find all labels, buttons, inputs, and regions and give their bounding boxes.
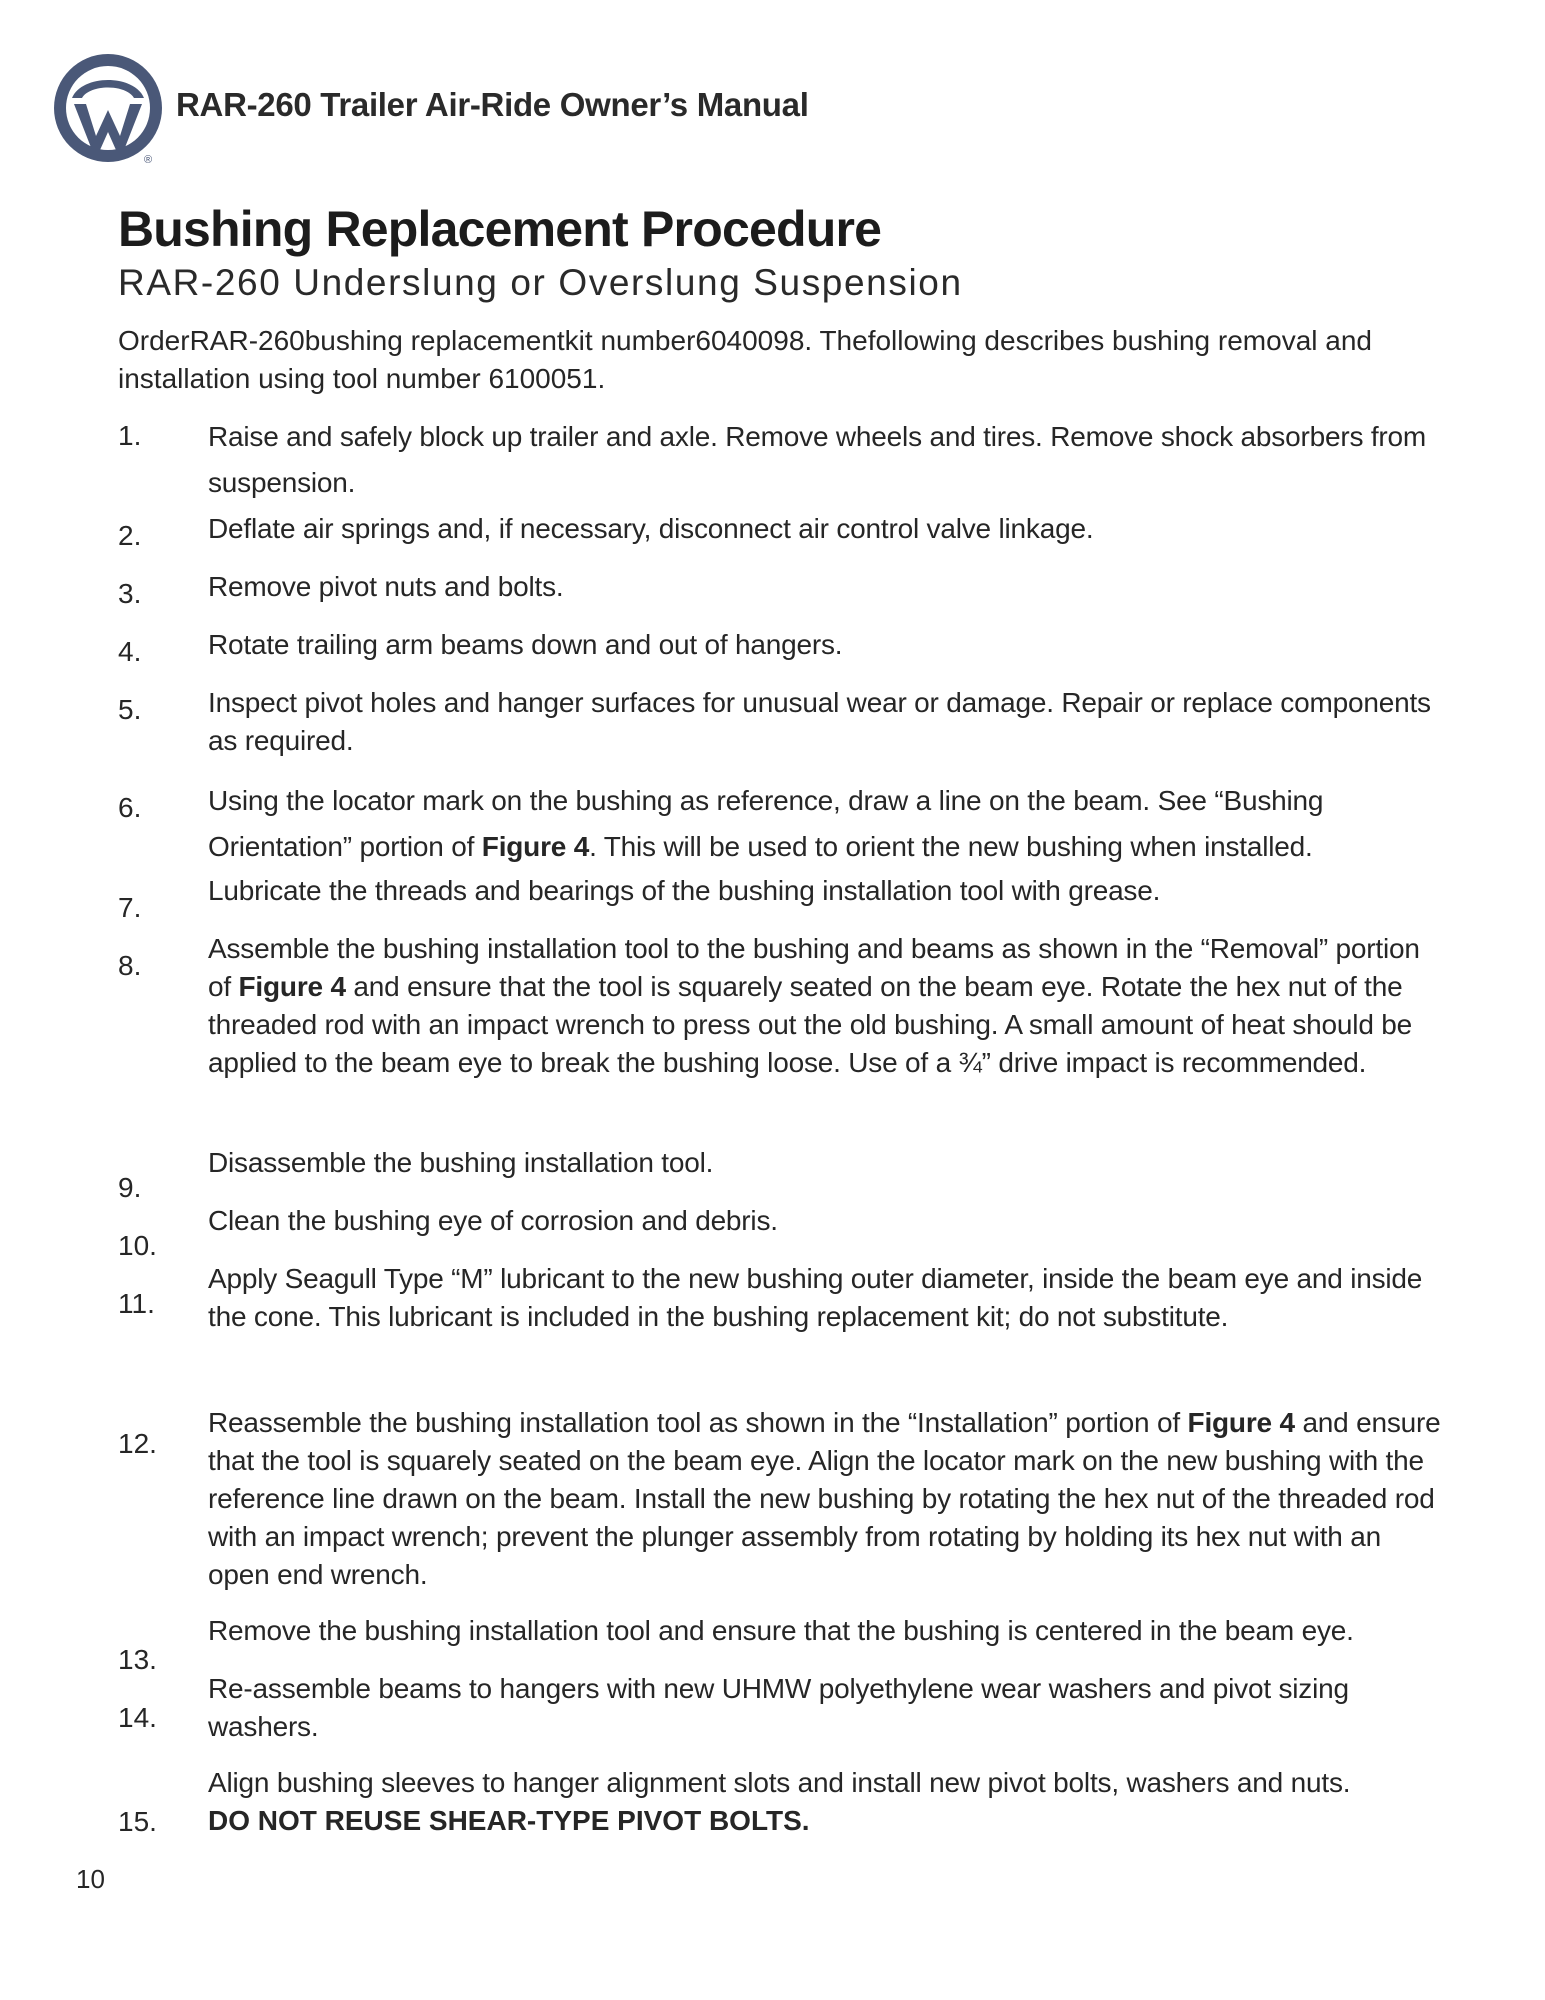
step-text: Lubricate the threads and bearings of the bushing installation tool with grease. xyxy=(208,875,1161,906)
step-text: Inspect pivot holes and hanger surfaces for unusual wear or damage. Repair or replace components as required. xyxy=(208,687,1431,756)
step-text-part: Reassemble the bushing installation tool as shown in the “Installation” portion of xyxy=(208,1407,1188,1438)
step-text xyxy=(208,1764,1448,1840)
step-number: 12. xyxy=(118,1428,157,1459)
step-text: Raise and safely block up trailer and axle. Remove wheels and tires. Remove shock absorbers from suspension. xyxy=(208,421,1427,498)
step-text-part: Using the locator mark on the bushing as reference, draw a line on the beam. See “Bushing Orientation” portion of xyxy=(208,785,1324,862)
step-text: Clean the bushing eye of corrosion and debris. xyxy=(208,1205,778,1236)
step-number: 14. xyxy=(118,1702,157,1733)
step-number: 5. xyxy=(118,694,142,725)
step-text xyxy=(208,930,1448,1082)
intro-paragraph: OrderRAR-260bushing replacementkit number6040098. Thefollowing describes bushing removal and installation using tool number 6100051. xyxy=(118,325,1372,394)
step-text-part: Align bushing sleeves to hanger alignment slots and install new pivot bolts, washers and nuts. xyxy=(208,1767,1351,1798)
step-text: Deflate air springs and, if necessary, disconnect air control valve linkage. xyxy=(208,513,1094,544)
step-text xyxy=(208,778,1448,870)
step-number: 13. xyxy=(118,1644,157,1675)
step-text: Rotate trailing arm beams down and out of hangers. xyxy=(208,629,843,660)
warning-text: DO NOT REUSE SHEAR-TYPE PIVOT BOLTS. xyxy=(208,1805,810,1836)
header-title: RAR-260 Trailer Air-Ride Owner’s Manual xyxy=(176,86,809,123)
step-number: 9. xyxy=(118,1172,142,1203)
step-number: 6. xyxy=(118,792,142,823)
figure-reference: Figure 4 xyxy=(1187,1407,1295,1438)
step-text xyxy=(208,1404,1448,1594)
step-number: 11. xyxy=(118,1288,155,1319)
step-text-part: and ensure that the tool is squarely seated on the beam eye. Rotate the hex nut of the threaded rod with an impact wrench to press out the old bushing. A small amount of heat should be applied to the beam eye to break the bushing loose. Use of a ¾” drive impact is recommended. xyxy=(208,971,1413,1078)
figure-reference: Figure 4 xyxy=(481,831,590,862)
step-number: 10. xyxy=(118,1230,157,1261)
step-text: Re-assemble beams to hangers with new UHMW polyethylene wear washers and pivot sizing washers. xyxy=(208,1673,1349,1742)
step-number: 7. xyxy=(118,892,142,923)
registered-mark: ® xyxy=(144,154,153,166)
step-number: 1. xyxy=(118,420,142,451)
page-subtitle: RAR-260 Underslung or Overslung Suspension xyxy=(118,262,963,303)
step-number: 4. xyxy=(118,636,142,667)
step-number: 3. xyxy=(118,578,142,609)
step-text: Apply Seagull Type “M” lubricant to the new bushing outer diameter, inside the beam eye and inside the cone. This lubricant is included in the bushing replacement kit; do not substitute. xyxy=(208,1263,1423,1332)
figure-reference: Figure 4 xyxy=(238,971,346,1002)
page-title: Bushing Replacement Procedure xyxy=(118,201,882,257)
step-text-part: . This will be used to orient the new bushing when installed. xyxy=(589,831,1313,862)
step-number: 15. xyxy=(118,1806,157,1837)
step-text: Remove pivot nuts and bolts. xyxy=(208,571,564,602)
step-text-part: Assemble the bushing installation tool to the bushing and beams as shown in the “Removal” portion of xyxy=(208,933,1420,1002)
page-number: 10 xyxy=(76,1864,105,1894)
company-logo-icon xyxy=(52,52,164,164)
step-text: Disassemble the bushing installation tool. xyxy=(208,1147,714,1178)
step-text-part: and ensure that the tool is squarely seated on the beam eye. Align the locator mark on the new bushing with the reference line drawn on the beam. Install the new bushing by rotating the hex nut of the threaded rod with an impact wrench; prevent the plunger assembly from rotating by holding its hex nut with an open end wrench. xyxy=(208,1407,1441,1590)
step-number: 2. xyxy=(118,520,142,551)
step-number: 8. xyxy=(118,950,142,981)
step-text: Remove the bushing installation tool and ensure that the bushing is centered in the beam eye. xyxy=(208,1615,1354,1646)
